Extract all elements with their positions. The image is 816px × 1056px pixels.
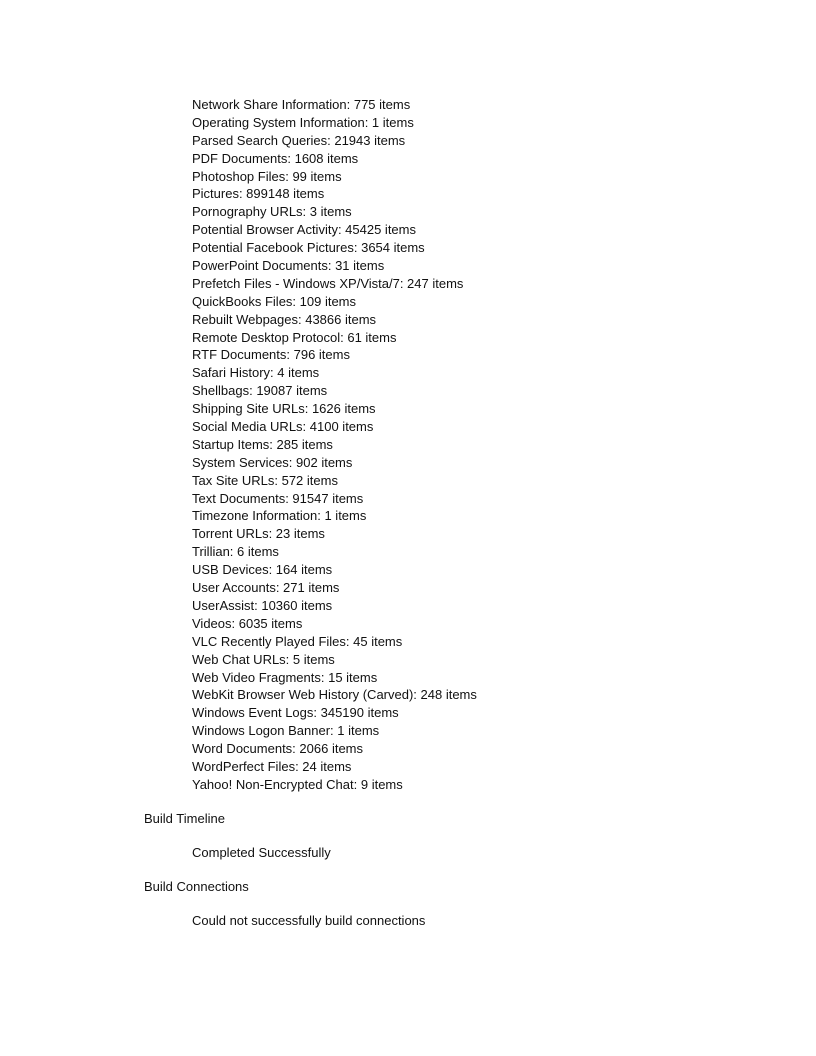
artifact-item: Trillian: 6 items [192,544,279,560]
artifact-item: WordPerfect Files: 24 items [192,758,352,774]
artifact-item: USB Devices: 164 items [192,562,333,578]
artifact-item: Torrent URLs: 23 items [192,526,325,542]
artifact-item: Windows Event Logs: 345190 items [192,705,399,721]
build-timeline-heading: Build Timeline [144,811,225,826]
artifact-item: Parsed Search Queries: 21943 items [192,132,406,148]
artifact-item: Operating System Information: 1 items [192,114,414,130]
artifact-item: WebKit Browser Web History (Carved): 248 items [192,687,477,703]
artifact-item: Pictures: 899148 items [192,186,325,202]
artifact-item: Potential Facebook Pictures: 3654 items [192,240,425,256]
artifact-item: Word Documents: 2066 items [192,741,363,757]
build-connections-status: Could not successfully build connections [192,913,426,928]
artifact-item: Startup Items: 285 items [192,436,333,452]
artifact-item: Network Share Information: 775 items [192,97,411,112]
artifact-item: Rebuilt Webpages: 43866 items [192,311,377,327]
artifact-count-list [192,96,477,794]
build-timeline-status: Completed Successfully [192,845,331,860]
artifact-item: Web Video Fragments: 15 items [192,669,378,685]
artifact-item: System Services: 902 items [192,454,353,470]
artifact-item: PowerPoint Documents: 31 items [192,258,385,274]
artifact-item: Shellbags: 19087 items [192,383,328,399]
artifact-item: Yahoo! Non-Encrypted Chat: 9 items [192,776,403,792]
build-connections-heading: Build Connections [144,879,249,894]
artifact-item: Remote Desktop Protocol: 61 items [192,329,397,345]
artifact-item: RTF Documents: 796 items [192,347,350,363]
artifact-item: Tax Site URLs: 572 items [192,472,338,488]
artifact-item: Web Chat URLs: 5 items [192,651,335,667]
artifact-item: Potential Browser Activity: 45425 items [192,222,416,238]
artifact-item: Pornography URLs: 3 items [192,204,352,220]
artifact-item: UserAssist: 10360 items [192,597,333,613]
artifact-item: Videos: 6035 items [192,615,303,631]
artifact-item: VLC Recently Played Files: 45 items [192,633,403,649]
artifact-item: Safari History: 4 items [192,365,320,381]
artifact-item: Social Media URLs: 4100 items [192,419,374,435]
artifact-item: User Accounts: 271 items [192,580,340,596]
artifact-item: PDF Documents: 1608 items [192,150,359,166]
artifact-item: Text Documents: 91547 items [192,490,364,506]
artifact-item: Windows Logon Banner: 1 items [192,723,380,739]
artifact-item: Photoshop Files: 99 items [192,168,342,184]
artifact-item: Timezone Information: 1 items [192,508,367,524]
artifact-item: Prefetch Files - Windows XP/Vista/7: 247 items [192,275,464,291]
artifact-item: QuickBooks Files: 109 items [192,293,357,309]
artifact-item: Shipping Site URLs: 1626 items [192,401,376,417]
